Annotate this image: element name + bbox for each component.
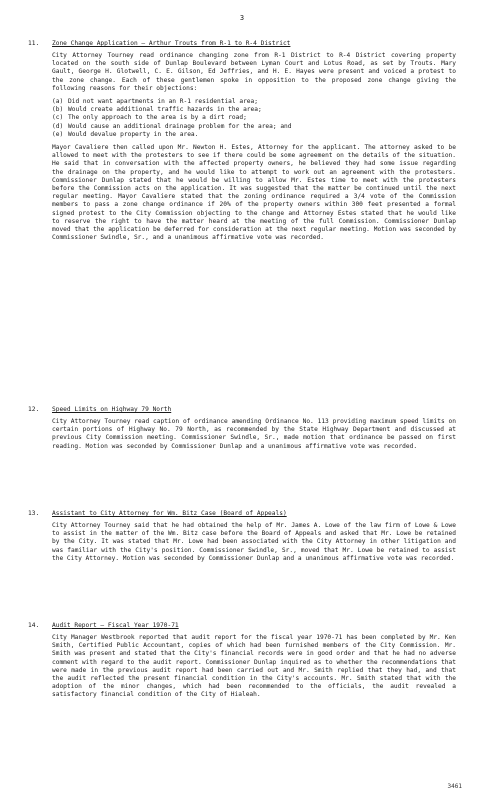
item-body — [52, 418, 456, 451]
objection-item: (b) Would create additional traffic hazards in the area; — [52, 106, 262, 114]
minutes-item-13 — [28, 510, 458, 563]
item-number: 13. — [28, 510, 40, 517]
item-number: 11. — [28, 40, 40, 47]
paragraph: City Attorney Tourney read caption of ordinance amending Ordinance No. 113 providing maximum speed limits on certain portions of Highway No. 79 North, as recommended by the State Highway Department and discussed at previous City Commission meeting. Commissioner Swindle, Sr., made motion that ordinance be passed on first reading. Motion was seconded by Commissioner Dunlap and a unanimous affirmative vote was recorded. — [52, 418, 456, 450]
item-number: 12. — [28, 406, 40, 413]
item-heading — [28, 40, 458, 48]
objection-item: (d) Would cause an additional drainage problem for the area; and — [52, 122, 292, 130]
item-body — [52, 522, 456, 563]
item-title: Speed Limits on Highway 79 North — [52, 406, 172, 413]
paragraph: City Attorney Tourney said that he had obtained the help of Mr. James A. Lowe of the law firm of Lowe & Lowe to assist in the matter of the Wm. Bitz case before the Board of Appeals and asked that Mr. Lowe be retained by the City. It was stated that Mr. Lowe had been associated with the City Attorney in other litigation and was familiar with the City's position. Commissioner Swindle, Sr., moved that Mr. Lowe be retained to assist the City Attorney. Motion was seconded by Commissioner Dunlap and a unanimous affirmative vote was recorded. — [52, 522, 456, 562]
item-heading — [28, 622, 458, 630]
objection-item: (e) Would devalue property in the area. — [52, 130, 199, 138]
page-number: 3 — [239, 14, 245, 22]
objection-item: (c) The only approach to the area is by a dirt road; — [52, 114, 247, 122]
item-heading — [28, 406, 458, 414]
paragraph: City Attorney Tourney read ordinance changing zone from R-1 District to R-4 District covering property located on the south side of Dunlap Boulevard between Lyman Court and Lotus Road, as set by Trouts. Mary Gault, George H. Glotwell, C. E. Gilson, Ed Jeffries, and H. E. Hayes were present and voiced a protest to the zone change. Each of these gentlemen spoke in opposition to the proposed zone change giving the following reasons for their objections: — [52, 52, 456, 92]
item-title: Zone Change Application – Arthur Trouts from R-1 to R-4 District — [52, 40, 291, 47]
objection-item: (a) Did not want apartments in an R-1 residential area; — [52, 98, 258, 106]
item-body — [52, 52, 456, 242]
objections-list — [52, 98, 456, 139]
item-heading — [28, 510, 458, 518]
minutes-item-14 — [28, 622, 458, 700]
item-title: Assistant to City Attorney for Wm. Bitz Case (Board of Appeals) — [52, 510, 287, 517]
item-body — [52, 634, 456, 700]
item-title: Audit Report – Fiscal Year 1970-71 — [52, 622, 179, 629]
paragraph: Mayor Cavaliere then called upon Mr. Newton H. Estes, Attorney for the applicant. The attorney asked to be allowed to meet with the protesters to see if there could be some agreement on the details of the situation. He said that in conversation with the affected property owners, he believed they had some issue regarding the drainage on the property, and he would like to attempt to work out an agreement with the protesters. Commissioner Dunlap stated that he would be willing to allow Mr. Estes time to meet with the protesters before the Commission acts on the application. It was suggested that the matter be continued until the next regular meeting. Mayor Cavaliere stated that the zoning ordinance required a 3/4 vote of the Commission members to pass a zone change ordinance if 20% of the property owners within 300 feet presented a formal signed protest to the City Commission objecting to the change and Attorney Estes stated that he would like to reserve the right to have the matter heard at the meeting of the full Commission. Commissioner Dunlap moved that the application be deferred for consideration at the next regular meeting. Motion was seconded by Commissioner Swindle, Sr., and a unanimous affirmative vote was recorded. — [52, 144, 456, 242]
page-stamp: 3461 — [447, 783, 462, 790]
paragraph: City Manager Westbrook reported that audit report for the fiscal year 1970-71 has been completed by Mr. Ken Smith, Certified Public Accountant, copies of which had been furnished members of the City Commission. Mr. Smith was present and stated that the City's financial records were in good order and that he had no adverse comment with regard to the audit report. Commissioner Dunlap inquired as to whether the recommendations that were made in the previous audit report had been carried out and Mr. Smith replied that they had, and that the audit reflected the present financial condition in the City's accounts. Mr. Smith stated that with the adoption of the minor changes, which had been recommended to the officials, the audit revealed a satisfactory financial condition of the City of Hialeah. — [52, 634, 456, 699]
minutes-item-12 — [28, 406, 458, 451]
minutes-item-11 — [28, 40, 458, 242]
item-number: 14. — [28, 622, 40, 629]
